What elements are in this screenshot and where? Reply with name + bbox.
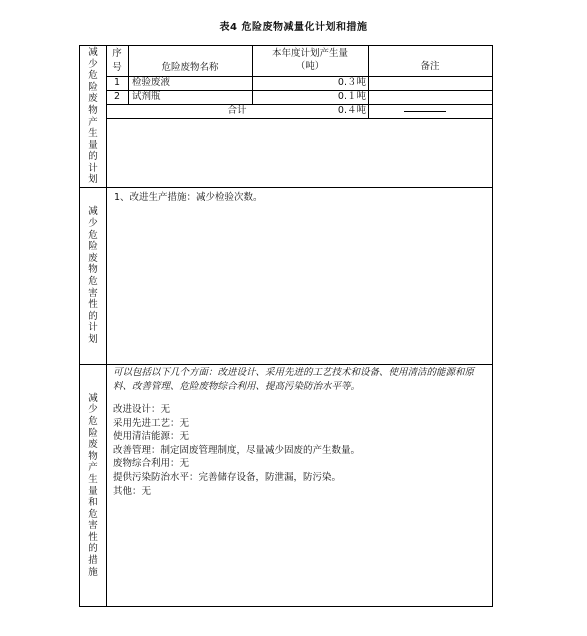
- measures-intro: 可以包括以下几个方面：改进设计、采用先进的工艺技术和设备、使用清洁的能源和原料、改善管理、危险废物综合利用、提高污染防治水平等。: [113, 367, 475, 392]
- measures-char: 废: [88, 439, 98, 451]
- row-2-seq: 2: [113, 91, 121, 102]
- table-title: 表4 危险废物减量化计划和措施: [219, 22, 368, 33]
- measures-char: 少: [88, 404, 98, 416]
- measures-char: 险: [88, 427, 98, 439]
- total-remark-dash: [404, 111, 446, 112]
- header-amount-line1: 本年度计划产生量: [271, 48, 348, 59]
- row-1-name: 检验废液: [132, 77, 171, 88]
- measures-char: 生: [88, 473, 98, 485]
- section-label-measures: [80, 365, 106, 606]
- plan_reduce_output-char: 生: [88, 128, 98, 140]
- hazard-plan-text: 1、改进生产措施：减少检验次数。: [114, 192, 263, 203]
- header-remark: 备注: [420, 61, 440, 72]
- plan_reduce_hazard-char: 计: [88, 322, 98, 334]
- plan_reduce_output-char: 的: [88, 151, 98, 163]
- measures-char: 施: [88, 566, 98, 578]
- header-seq-line2: 号: [112, 62, 122, 73]
- measures-char: 和: [88, 497, 98, 509]
- plan_reduce_output-char: 产: [88, 116, 98, 128]
- total-label: 合计: [227, 105, 247, 116]
- measures-char: 减: [88, 392, 98, 404]
- plan_reduce_output-char: 物: [88, 104, 98, 116]
- measure-item: 改进设计：无: [113, 404, 171, 415]
- plan_reduce_hazard-char: 的: [88, 310, 98, 322]
- plan_reduce_output-char: 险: [88, 81, 98, 93]
- header-amount-line2: （吨）: [295, 61, 325, 72]
- section-divider-2: [80, 364, 492, 365]
- measure-item: 其他：无: [113, 485, 152, 497]
- plan_reduce_hazard-char: 划: [88, 333, 98, 345]
- plan_reduce_hazard-char: 物: [88, 264, 98, 276]
- measures-char: 危: [88, 415, 98, 427]
- row-1-seq: 1: [113, 77, 121, 88]
- measures-char: 措: [88, 555, 98, 567]
- plan_reduce_output-char: 少: [88, 58, 98, 70]
- plan_reduce_hazard-char: 害: [88, 287, 98, 299]
- plan_reduce_output-char: 减: [88, 46, 98, 58]
- plan_reduce_output-char: 量: [88, 139, 98, 151]
- measure-item: 废物综合利用：无: [113, 458, 190, 470]
- measure-item: 使用清洁能源：无: [113, 431, 190, 443]
- measures-char: 量: [88, 485, 98, 497]
- plan_reduce_hazard-char: 险: [88, 241, 98, 253]
- measures-char: 的: [88, 543, 98, 555]
- section-label-reduce-output: [80, 46, 106, 187]
- row-2-name: 试剂瓶: [132, 91, 161, 102]
- measures-char: 害: [88, 520, 98, 532]
- measure-item: 改善管理：制定固废管理制度，尽量减少固废的产生数量。: [113, 444, 361, 456]
- measures-char: 性: [88, 531, 98, 543]
- label-column-divider: [106, 46, 107, 606]
- header-seq-line1: 序: [112, 48, 122, 59]
- plan_reduce_hazard-char: 危: [88, 229, 98, 241]
- waste-table: [106, 46, 492, 119]
- row-2-amount: 0.１吨: [337, 91, 366, 102]
- row-1-amount: 0.３吨: [337, 77, 366, 88]
- measures-char: 物: [88, 450, 98, 462]
- measures-table: [79, 45, 493, 607]
- plan_reduce_hazard-char: 减: [88, 206, 98, 218]
- plan_reduce_output-char: 计: [88, 162, 98, 174]
- measures-char: 产: [88, 462, 98, 474]
- measures-list: [113, 403, 485, 498]
- section-label-reduce-hazard: [80, 188, 106, 364]
- measure-item: 采用先进工艺：无: [113, 417, 190, 429]
- plan_reduce_hazard-char: 少: [88, 218, 98, 230]
- total-amount: 0.４吨: [337, 105, 366, 116]
- header-waste-name: 危险废物名称: [161, 62, 219, 73]
- plan_reduce_hazard-char: 废: [88, 252, 98, 264]
- measure-item: 提供污染防治水平：完善储存设备，防泄漏，防污染。: [113, 471, 342, 483]
- plan_reduce_hazard-char: 危: [88, 276, 98, 287]
- plan_reduce_hazard-char: 性: [88, 299, 98, 311]
- plan_reduce_output-char: 划: [88, 174, 98, 186]
- section-divider-1: [80, 187, 492, 188]
- measures-char: 危: [88, 508, 98, 520]
- plan_reduce_output-char: 废: [88, 93, 98, 105]
- plan_reduce_output-char: 危: [88, 70, 98, 82]
